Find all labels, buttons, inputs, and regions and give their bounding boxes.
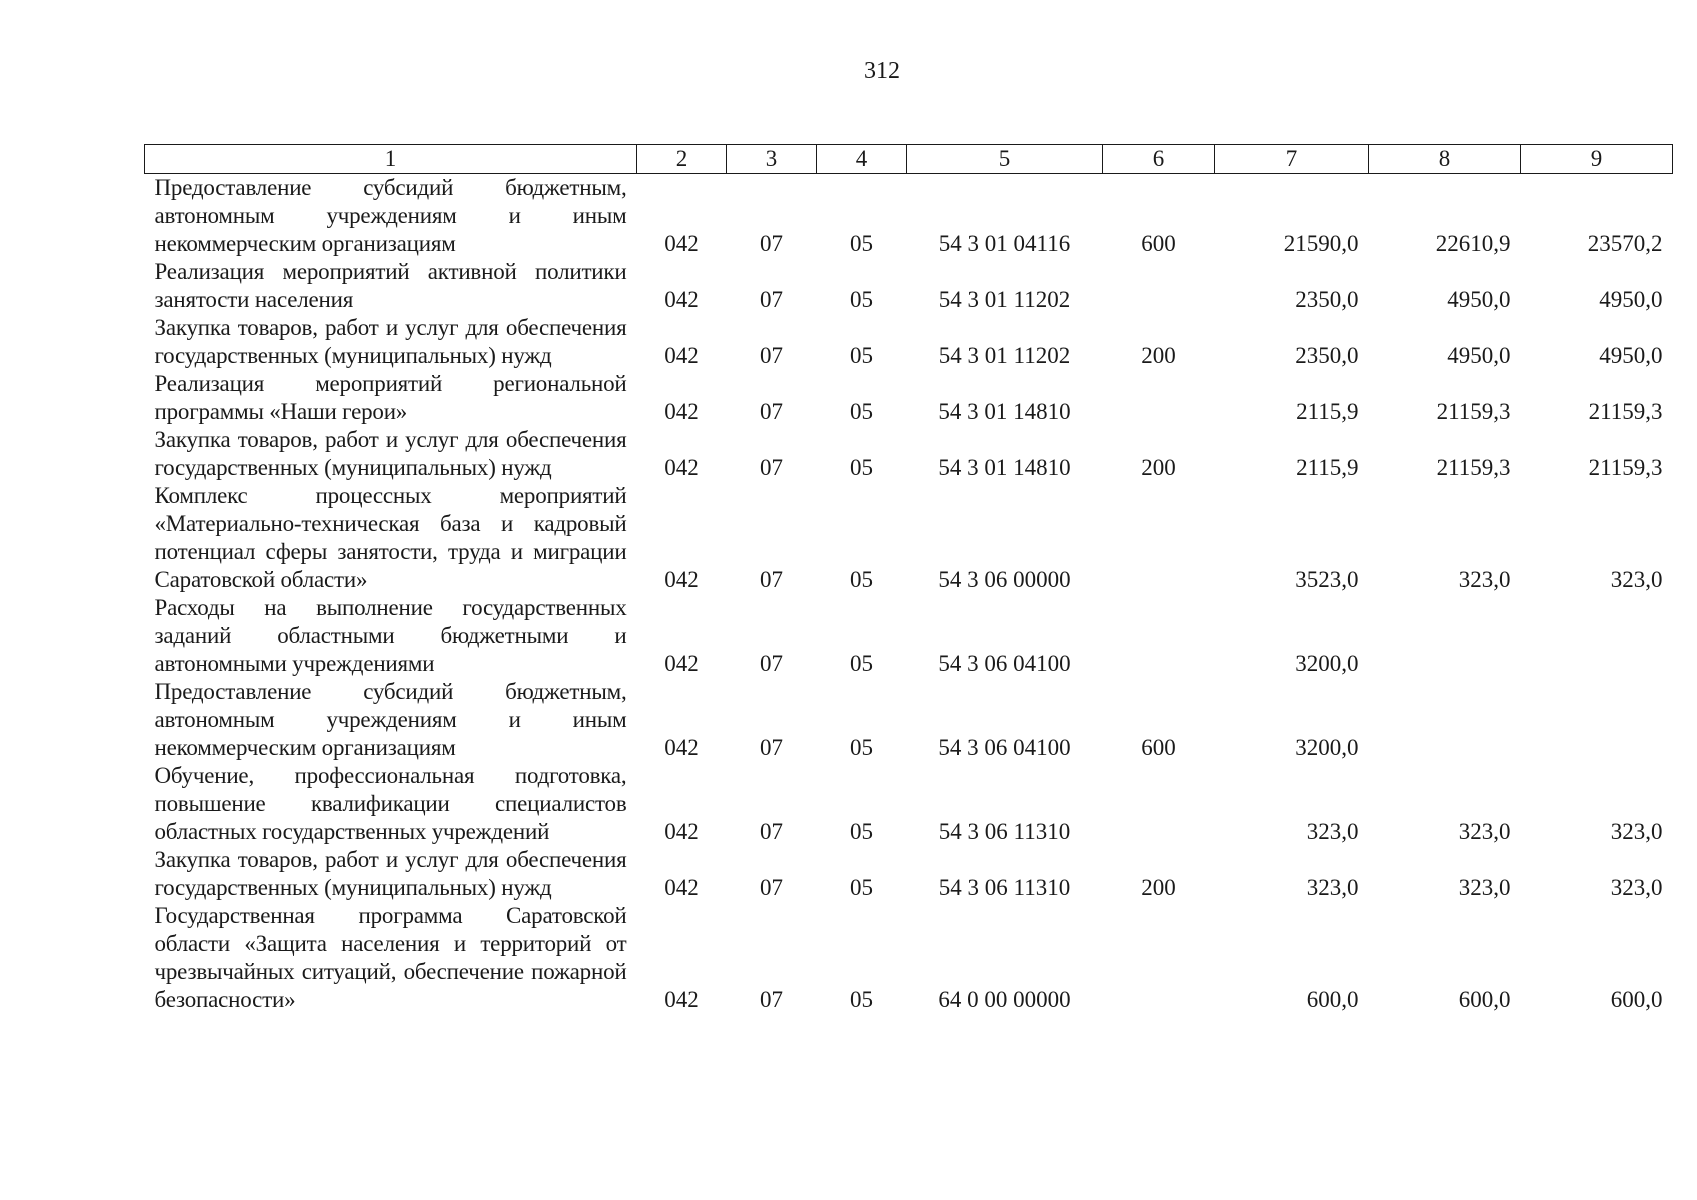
ministry-code: 042 [664,455,699,480]
amount-col-7: 3523,0 [1295,567,1359,592]
amount-col-7: 2350,0 [1295,287,1359,312]
table-row [145,902,1673,1014]
ministry-code: 042 [664,287,699,312]
header-col-8: 8 [1369,145,1521,174]
amount-col-9: 23570,2 [1587,231,1663,256]
target-article-code: 54 3 06 00000 [938,567,1071,592]
section-code: 07 [760,455,783,480]
expense-type-code: 200 [1141,343,1176,368]
expense-type-code [1103,902,1215,1014]
table-row [145,174,1673,259]
item-name: Закупка товаров, работ и услуг для обеспечения государственных (муниципальных) нужд [154,315,627,368]
amount-col-7: 2350,0 [1295,343,1359,368]
subsection-code: 05 [850,231,873,256]
item-name: Предоставление субсидий бюджетным, автономным учреждениям и иным некоммерческим организациям [154,175,627,256]
target-article-code: 64 0 00 00000 [938,987,1071,1012]
expense-type-code [1103,258,1215,314]
item-name: Комплекс процессных мероприятий «Материально-техническая база и кадровый потенциал сферы занятости, труда и миграции Саратовской области» [154,483,627,592]
item-name: Реализация мероприятий активной политики занятости населения [154,259,627,312]
amount-col-9: 4950,0 [1599,343,1663,368]
subsection-code: 05 [850,875,873,900]
table-row [145,678,1673,762]
expense-type-code: 600 [1141,231,1176,256]
target-article-code: 54 3 01 14810 [938,399,1071,424]
item-name: Предоставление субсидий бюджетным, автономным учреждениям и иным некоммерческим организациям [154,679,627,760]
expense-type-code [1103,482,1215,594]
subsection-code: 05 [850,987,873,1012]
table-row [145,370,1673,426]
amount-col-9 [1521,594,1673,678]
expense-type-code [1103,762,1215,846]
subsection-code: 05 [850,399,873,424]
target-article-code: 54 3 01 11202 [938,287,1071,312]
header-col-4: 4 [817,145,907,174]
amount-col-7: 600,0 [1306,987,1359,1012]
amount-col-9: 4950,0 [1599,287,1663,312]
expense-type-code: 200 [1141,875,1176,900]
amount-col-8: 323,0 [1458,819,1511,844]
table-row [145,846,1673,902]
ministry-code: 042 [664,819,699,844]
subsection-code: 05 [850,455,873,480]
item-name: Расходы на выполнение государственных заданий областными бюджетными и автономными учреждениями [154,595,627,676]
table-row [145,482,1673,594]
amount-col-8 [1369,594,1521,678]
amount-col-8: 323,0 [1458,875,1511,900]
amount-col-8: 21159,3 [1436,399,1511,424]
section-code: 07 [760,875,783,900]
ministry-code: 042 [664,231,699,256]
subsection-code: 05 [850,735,873,760]
amount-col-7: 3200,0 [1295,735,1359,760]
amount-col-8: 600,0 [1458,987,1511,1012]
table-header [145,145,1673,174]
amount-col-7: 2115,9 [1296,455,1359,480]
header-col-7: 7 [1215,145,1369,174]
table-row [145,762,1673,846]
section-code: 07 [760,819,783,844]
amount-col-9: 21159,3 [1588,455,1663,480]
amount-col-9: 323,0 [1610,819,1663,844]
amount-col-8: 4950,0 [1447,343,1511,368]
ministry-code: 042 [664,567,699,592]
amount-col-9 [1521,678,1673,762]
amount-col-8: 323,0 [1458,567,1511,592]
subsection-code: 05 [850,343,873,368]
target-article-code: 54 3 06 04100 [938,651,1071,676]
expense-type-code: 200 [1141,455,1176,480]
expense-type-code [1103,370,1215,426]
header-col-6: 6 [1103,145,1215,174]
subsection-code: 05 [850,819,873,844]
target-article-code: 54 3 06 04100 [938,735,1071,760]
table-row [145,594,1673,678]
amount-col-9: 600,0 [1610,987,1663,1012]
section-code: 07 [760,231,783,256]
amount-col-8: 4950,0 [1447,287,1511,312]
amount-col-8: 22610,9 [1435,231,1511,256]
expense-type-code [1103,594,1215,678]
ministry-code: 042 [664,651,699,676]
amount-col-8: 21159,3 [1436,455,1511,480]
item-name: Закупка товаров, работ и услуг для обеспечения государственных (муниципальных) нужд [154,847,627,900]
ministry-code: 042 [664,343,699,368]
table-row [145,426,1673,482]
amount-col-7: 3200,0 [1295,651,1359,676]
table-row [145,314,1673,370]
header-row [145,145,1673,174]
page-number: 312 [864,58,900,84]
item-name: Обучение, профессиональная подготовка, повышение квалификации специалистов областных государственных учреждений [154,763,627,844]
subsection-code: 05 [850,567,873,592]
header-col-9: 9 [1521,145,1673,174]
section-code: 07 [760,287,783,312]
budget-table [144,144,1673,1014]
amount-col-7: 21590,0 [1283,231,1359,256]
header-col-2: 2 [637,145,727,174]
item-name: Реализация мероприятий региональной программы «Наши герои» [154,371,627,424]
header-col-3: 3 [727,145,817,174]
target-article-code: 54 3 01 14810 [938,455,1071,480]
header-col-5: 5 [907,145,1103,174]
item-name: Закупка товаров, работ и услуг для обеспечения государственных (муниципальных) нужд [154,427,627,480]
ministry-code: 042 [664,987,699,1012]
section-code: 07 [760,735,783,760]
target-article-code: 54 3 01 11202 [938,343,1071,368]
item-name: Государственная программа Саратовской области «Защита населения и территорий от чрезвычайных ситуаций, обеспечение пожарной безопасности» [154,903,627,1012]
amount-col-7: 323,0 [1306,819,1359,844]
amount-col-7: 323,0 [1306,875,1359,900]
header-col-1: 1 [145,145,637,174]
ministry-code: 042 [664,735,699,760]
section-code: 07 [760,651,783,676]
target-article-code: 54 3 01 04116 [938,231,1071,256]
ministry-code: 042 [664,875,699,900]
amount-col-9: 323,0 [1610,567,1663,592]
table-body [145,174,1673,1015]
subsection-code: 05 [850,287,873,312]
subsection-code: 05 [850,651,873,676]
amount-col-7: 2115,9 [1296,399,1359,424]
target-article-code: 54 3 06 11310 [938,819,1071,844]
section-code: 07 [760,399,783,424]
amount-col-9: 21159,3 [1588,399,1663,424]
target-article-code: 54 3 06 11310 [938,875,1071,900]
ministry-code: 042 [664,399,699,424]
section-code: 07 [760,567,783,592]
section-code: 07 [760,343,783,368]
section-code: 07 [760,987,783,1012]
amount-col-8 [1369,678,1521,762]
amount-col-9: 323,0 [1610,875,1663,900]
expense-type-code: 600 [1141,735,1176,760]
table-row [145,258,1673,314]
